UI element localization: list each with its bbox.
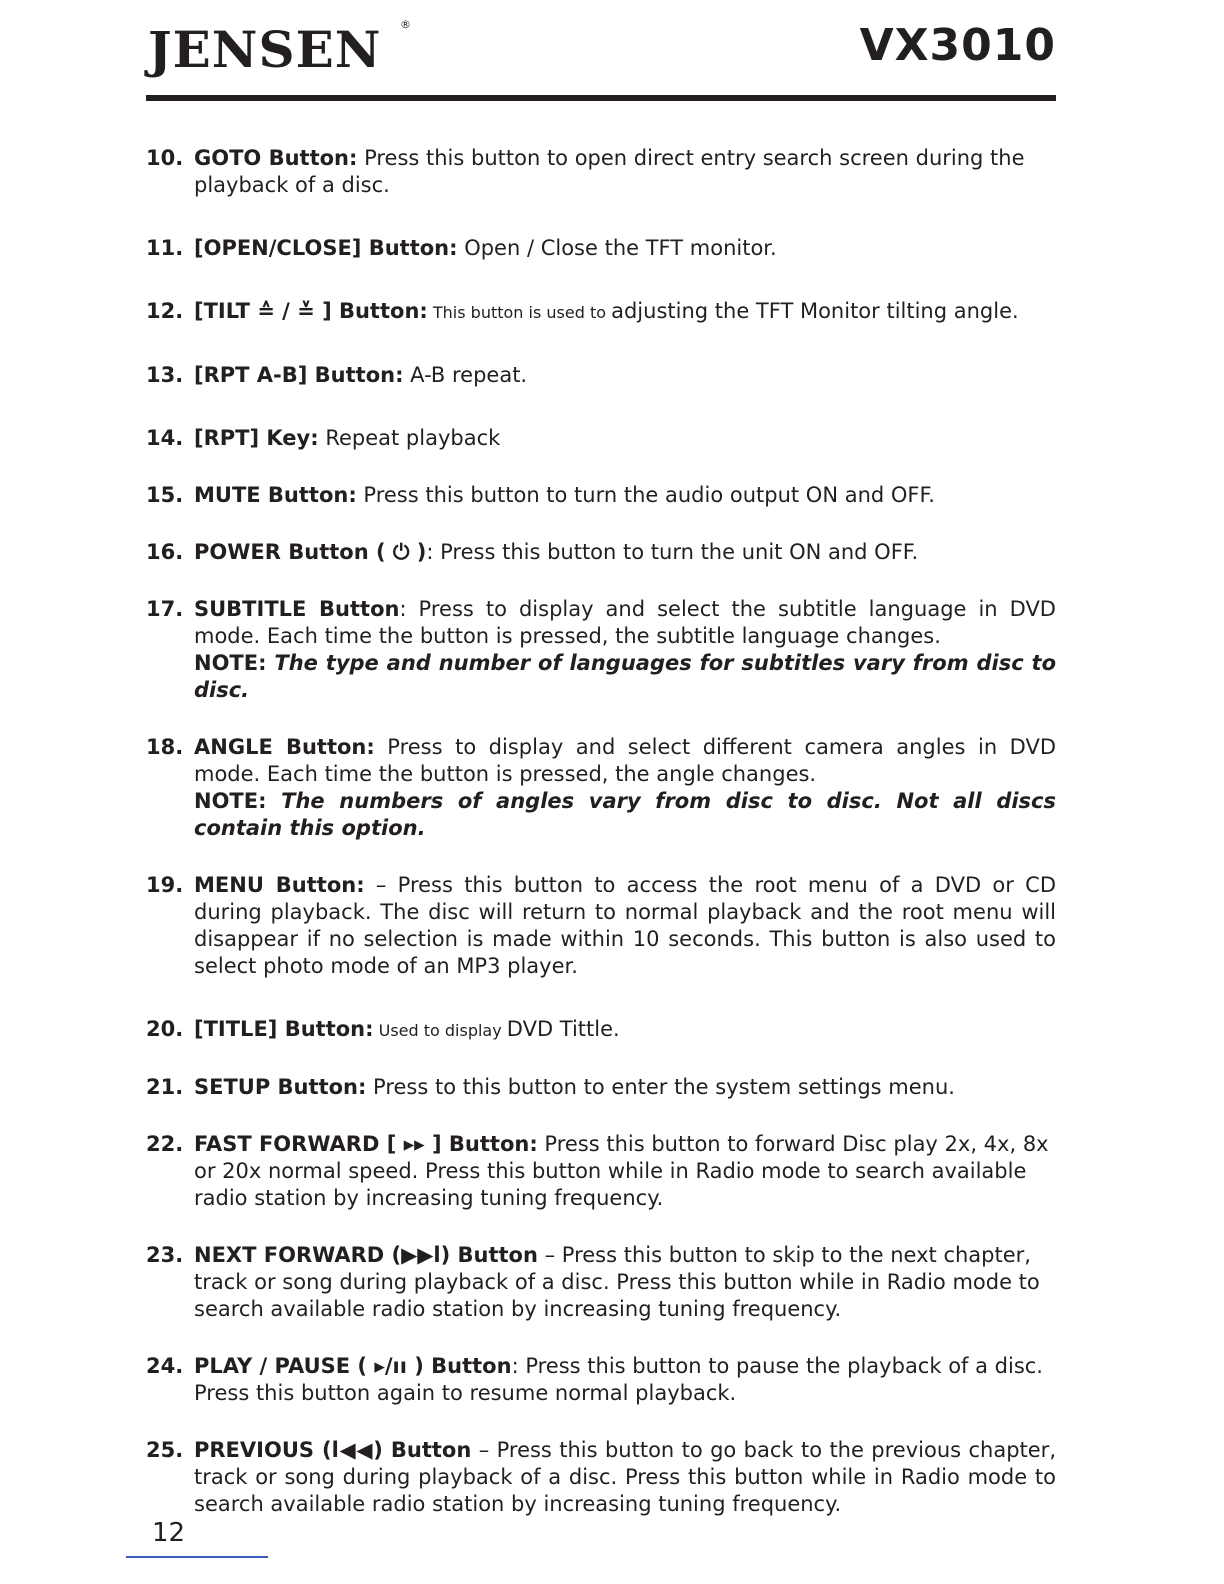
note-label: NOTE: <box>194 789 282 813</box>
item-term: SETUP Button: <box>194 1075 367 1099</box>
item-number: 18. <box>146 735 184 759</box>
item-text: DVD Tittle. <box>506 1017 620 1041</box>
item-number: 24. <box>146 1354 184 1378</box>
list-item-20 <box>146 1016 1056 1044</box>
item-number: 20. <box>146 1017 184 1041</box>
list-item-10 <box>146 145 1056 199</box>
list-item-25 <box>146 1437 1056 1518</box>
list-item-21 <box>146 1074 1056 1101</box>
item-text: : Press to display and select the subtitle language in DVD mode. Each time the button is pressed, the subtitle language changes. <box>194 597 1056 648</box>
item-small-text: Used to display <box>373 1021 507 1040</box>
registered-mark: ® <box>400 18 411 31</box>
item-number: 19. <box>146 873 184 897</box>
item-term: ANGLE Button: <box>194 735 375 759</box>
list-item-12 <box>146 298 1056 326</box>
item-term: SUBTITLE Button <box>194 597 400 621</box>
item-small-text: This button is used to <box>427 303 612 322</box>
list-item-16 <box>146 539 1056 566</box>
footer-rule <box>126 1556 268 1558</box>
note-label: NOTE: <box>194 651 275 675</box>
item-text: A-B repeat. <box>403 363 528 387</box>
item-text: Press to this button to enter the system settings menu. <box>366 1075 955 1099</box>
list-item-14 <box>146 425 1056 452</box>
item-term: MENU Button: <box>194 873 365 897</box>
item-number: 10. <box>146 146 184 170</box>
list-item-11 <box>146 235 1056 262</box>
item-term: [OPEN/CLOSE] Button: <box>194 236 458 260</box>
model-number: VX3010 <box>859 20 1056 71</box>
item-text: : Press this button to turn the unit ON and OFF. <box>426 540 919 564</box>
page-header <box>148 14 1056 84</box>
item-number: 17. <box>146 597 184 621</box>
item-text: Press to display and select different camera angles in DVD mode. Each time the button is pressed, the angle changes. <box>194 735 1056 786</box>
item-number: 15. <box>146 483 184 507</box>
note-text: The type and number of languages for subtitles vary from disc to disc. <box>194 651 1056 702</box>
note-text: The numbers of angles vary from disc to disc. Not all discs contain this option. <box>194 789 1056 840</box>
item-term: GOTO Button: <box>194 146 358 170</box>
item-term: [RPT] Key: <box>194 426 319 450</box>
item-number: 25. <box>146 1438 184 1462</box>
item-number: 14. <box>146 426 184 450</box>
item-text: Press this button to turn the audio output ON and OFF. <box>356 483 935 507</box>
item-term: POWER Button ( ⏻ ) <box>194 540 427 564</box>
item-text: : Press this button to pause the playback of a disc. Press this button again to resume normal playback. <box>194 1354 1043 1405</box>
list-item-18 <box>146 734 1056 842</box>
button-description-list <box>146 145 1056 1518</box>
item-term: [TITLE] Button: <box>194 1017 374 1041</box>
item-term: NEXT FORWARD (▶▶l) Button <box>194 1243 538 1267</box>
list-item-15 <box>146 482 1056 509</box>
list-item-13 <box>146 362 1056 389</box>
page-number: 12 <box>152 1518 186 1548</box>
item-term: FAST FORWARD [ ▸▸ ] Button: <box>194 1132 538 1156</box>
item-text: – Press this button to skip to the next chapter, track or song during playback of a disc. Press this button while in Radio mode to search available radio station by increasing tuning frequency. <box>194 1243 1040 1321</box>
item-number: 11. <box>146 236 184 260</box>
item-text: Open / Close the TFT monitor. <box>457 236 777 260</box>
item-number: 23. <box>146 1243 184 1267</box>
item-term: [RPT A-B] Button: <box>194 363 404 387</box>
list-item-23 <box>146 1242 1056 1323</box>
list-item-19 <box>146 872 1056 980</box>
brand-logo: JENSEN <box>148 20 382 79</box>
item-number: 16. <box>146 540 184 564</box>
item-text: – Press this button to go back to the previous chapter, track or song during playback of a disc. Press this button while in Radio mode to search available radio station by increasing tuning frequency. <box>194 1438 1056 1516</box>
header-rule <box>146 95 1056 101</box>
list-item-24 <box>146 1353 1056 1407</box>
item-number: 21. <box>146 1075 184 1099</box>
item-text: Repeat playback <box>318 426 501 450</box>
item-text: Press this button to forward Disc play 2x, 4x, 8x or 20x normal speed. Press this button while in Radio mode to search available radio station by increasing tuning frequency. <box>194 1132 1049 1210</box>
item-text: Press this button to open direct entry search screen during the playback of a disc. <box>194 146 1025 197</box>
item-text: – Press this button to access the root menu of a DVD or CD during playback. The disc will return to normal playback and the root menu will disappear if no selection is made within 10 seconds. This button is also used to select photo mode of an MP3 player. <box>194 873 1056 978</box>
item-term: PLAY / PAUSE ( ▸/ıı ) Button <box>194 1354 512 1378</box>
item-term: PREVIOUS (l◀◀) Button <box>194 1438 472 1462</box>
list-item-22 <box>146 1131 1056 1212</box>
item-number: 12. <box>146 299 184 323</box>
item-term: [TILT ≙ / ≚ ] Button: <box>194 299 428 323</box>
list-item-17 <box>146 596 1056 704</box>
item-text: adjusting the TFT Monitor tilting angle. <box>611 299 1019 323</box>
item-number: 13. <box>146 363 184 387</box>
item-term: MUTE Button: <box>194 483 357 507</box>
item-number: 22. <box>146 1132 184 1156</box>
